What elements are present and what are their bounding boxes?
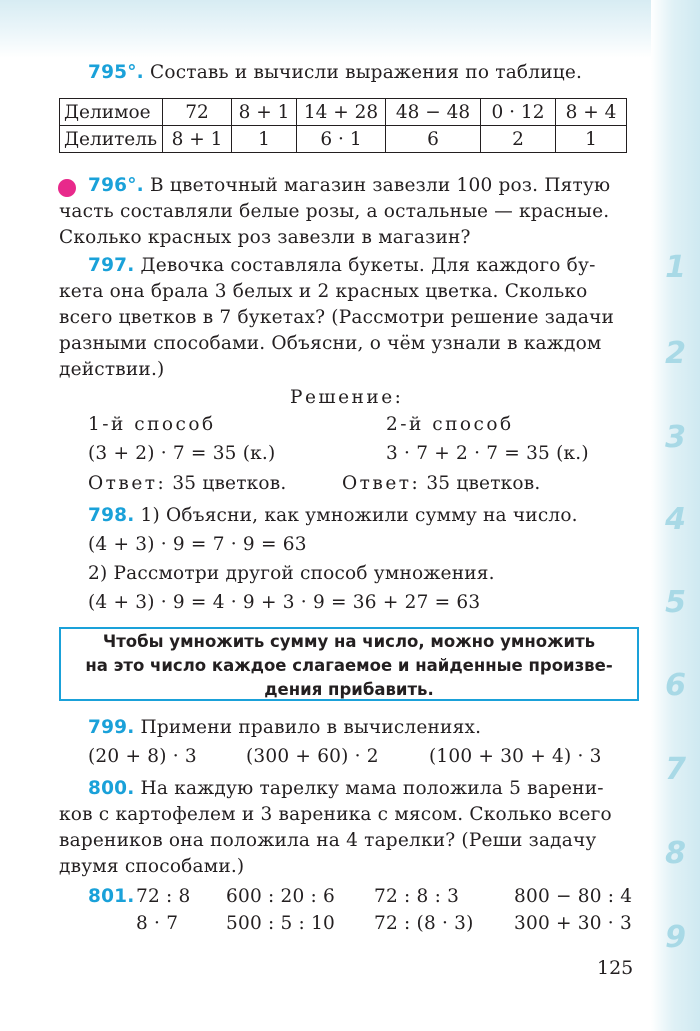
- method-2-answer: [342, 473, 540, 494]
- table-cell: 8 + 1: [163, 126, 232, 153]
- solution-title: Решение:: [290, 387, 404, 408]
- exercise-798-expression: (4 + 3) · 9 = 7 · 9 = 63: [88, 534, 307, 555]
- exercise-798-line: 2) Рассмотри другой способ умножения.: [88, 563, 495, 584]
- table-cell: 1: [232, 126, 297, 153]
- table-cell: 0 · 12: [481, 99, 556, 126]
- table-cell: 14 + 28: [297, 99, 386, 126]
- table-cell: 2: [481, 126, 556, 153]
- exercise-text: Примени правило в вычислениях.: [140, 717, 482, 738]
- exercise-801-number: [88, 886, 134, 907]
- answer-text: 35 цветков.: [426, 473, 541, 494]
- exercise-796-line: Сколько красных роз завезли в магазин?: [59, 227, 471, 248]
- answer-text: 35 цветков.: [172, 473, 287, 494]
- exercise-801-expression: 500 : 5 : 10: [226, 913, 336, 934]
- sidebar-digit: 7: [665, 752, 686, 787]
- exercise-number: 795°.: [88, 62, 144, 83]
- exercise-number: 801.: [88, 886, 135, 907]
- exercise-800-line: вареников она положила на 4 тарелки? (Реши задачу: [59, 830, 597, 851]
- table-cell: 1: [556, 126, 627, 153]
- sidebar-digit: 4: [665, 502, 686, 537]
- page-number: 125: [597, 957, 634, 979]
- rule-line: Чтобы умножить сумму на число, можно умножить: [102, 632, 596, 651]
- exercise-text: На каждую тарелку мама положила 5 варени-: [140, 778, 604, 799]
- exercise-798-line: [88, 505, 578, 526]
- exercise-797-line: [88, 255, 596, 276]
- rule-box: [59, 627, 639, 701]
- exercise-text: В цветочный магазин завезли 100 роз. Пятую: [150, 175, 611, 196]
- method-2-expression: 3 · 7 + 2 · 7 = 35 (к.): [386, 443, 589, 464]
- table-row: [60, 126, 627, 153]
- method-1-answer: [88, 473, 286, 494]
- exercise-801-expression: 800 − 80 : 4: [514, 886, 633, 907]
- exercise-number: 800.: [88, 778, 135, 799]
- rule-line: на это число каждое слагаемое и найденные произве-: [85, 656, 613, 675]
- table-cell: Делимое: [60, 99, 163, 126]
- exercise-797-line: всего цветков в 7 букетах? (Рассмотри решение задачи: [59, 307, 615, 328]
- table-cell: 8 + 1: [232, 99, 297, 126]
- exercise-796-line: [88, 175, 610, 196]
- table-cell: 48 − 48: [386, 99, 481, 126]
- exercise-text: 1) Объясни, как умножили сумму на число.: [140, 505, 578, 526]
- method-1-expression: (3 + 2) · 7 = 35 (к.): [88, 443, 276, 464]
- exercise-801-expression: 72 : (8 · 3): [374, 913, 474, 934]
- sidebar-digit: 9: [665, 920, 686, 955]
- exercise-number: 799.: [88, 717, 135, 738]
- difficulty-bullet-icon: [58, 179, 76, 197]
- exercise-799-expression: (300 + 60) · 2: [246, 746, 379, 767]
- method-1-title: 1-й способ: [88, 414, 216, 435]
- sidebar-digit: 2: [665, 336, 686, 371]
- exercise-795-heading: [88, 62, 582, 83]
- exercise-796-line: часть составляли белые розы, а остальные — красные.: [59, 201, 610, 222]
- sidebar-digit: 5: [665, 585, 686, 620]
- table-row: [60, 99, 627, 126]
- exercise-800-line: ков с картофелем и 3 вареника с мясом. Сколько всего: [59, 804, 612, 825]
- sidebar-digit: 3: [665, 420, 686, 455]
- exercise-text: Девочка составляла букеты. Для каждого бу-: [140, 255, 596, 276]
- answer-label: Ответ:: [88, 473, 167, 494]
- exercise-801-expression: 300 + 30 · 3: [514, 913, 632, 934]
- sidebar-digit: 6: [665, 668, 686, 703]
- table-cell: Делитель: [60, 126, 163, 153]
- exercise-799-expression: (20 + 8) · 3: [88, 746, 197, 767]
- rule-line: дения прибавить.: [264, 680, 434, 699]
- exercise-799-heading: [88, 717, 481, 738]
- exercise-801-expression: 72 : 8: [136, 886, 191, 907]
- exercise-797-line: действии.): [59, 359, 165, 380]
- table-cell: 72: [163, 99, 232, 126]
- answer-label: Ответ:: [342, 473, 421, 494]
- exercise-text: Составь и вычисли выражения по таблице.: [150, 62, 583, 83]
- sidebar-digit: 1: [665, 250, 686, 285]
- exercise-801-expression: 600 : 20 : 6: [226, 886, 336, 907]
- exercise-798-expression: (4 + 3) · 9 = 4 · 9 + 3 · 9 = 36 + 27 = 63: [88, 592, 481, 613]
- method-2-title: 2-й способ: [386, 414, 514, 435]
- table-cell: 6: [386, 126, 481, 153]
- exercise-797-line: разными способами. Объясни, о чём узнали в каждом: [59, 333, 602, 354]
- sidebar-digit: 8: [665, 836, 686, 871]
- exercise-number: 797.: [88, 255, 135, 276]
- exercise-800-line: двумя способами.): [59, 856, 245, 877]
- table-cell: 6 · 1: [297, 126, 386, 153]
- division-table: [59, 98, 627, 153]
- exercise-801-expression: 8 · 7: [136, 913, 179, 934]
- exercise-801-expression: 72 : 8 : 3: [374, 886, 460, 907]
- exercise-800-line: [88, 778, 604, 799]
- exercise-799-expression: (100 + 30 + 4) · 3: [429, 746, 602, 767]
- exercise-number: 796°.: [88, 175, 144, 196]
- exercise-number: 798.: [88, 505, 135, 526]
- table-cell: 8 + 4: [556, 99, 627, 126]
- exercise-797-line: кета она брала 3 белых и 2 красных цветка. Сколько: [59, 281, 588, 302]
